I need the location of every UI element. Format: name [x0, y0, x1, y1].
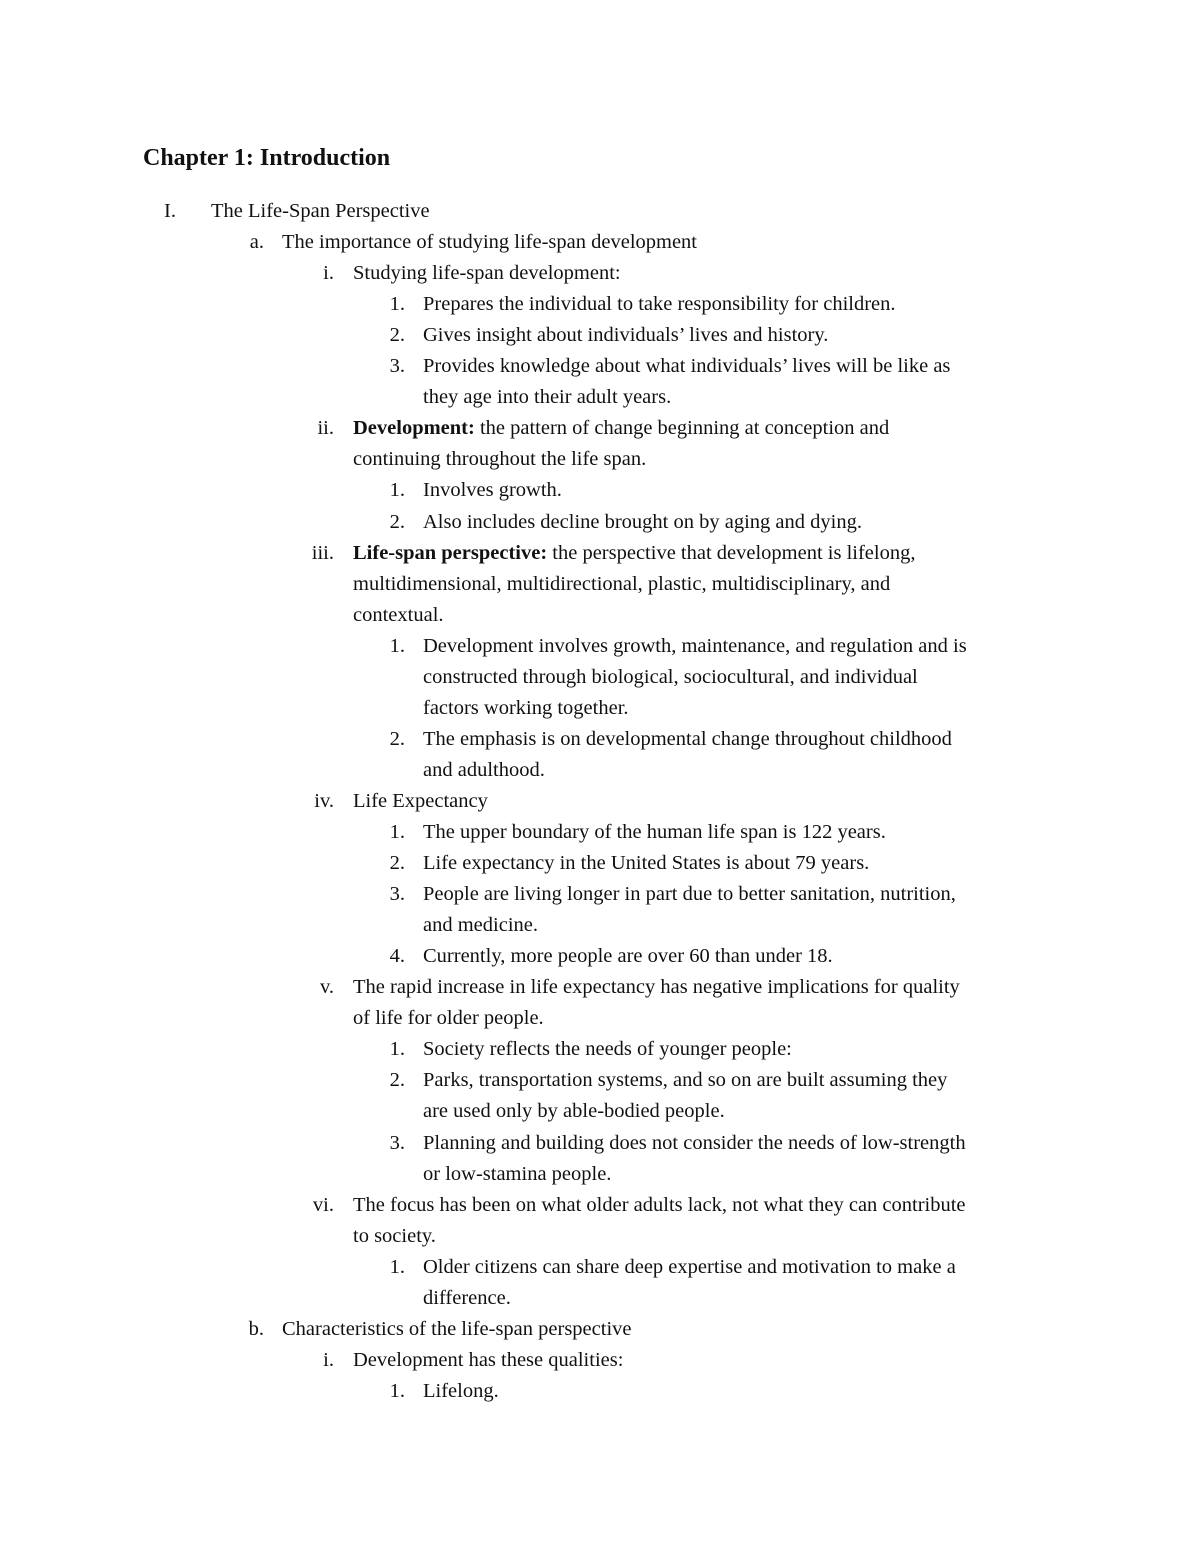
defined-term: Life-span perspective: — [353, 541, 548, 564]
list-marker: 1. — [389, 479, 405, 502]
list-item-text: Also includes decline brought on by aging and dying. — [423, 510, 862, 533]
list-marker: 1. — [389, 1255, 405, 1278]
list-marker: a. — [249, 231, 264, 254]
definition-text: the pattern of change beginning at conception and — [474, 417, 890, 440]
list-item-text: continuing throughout the life span. — [353, 448, 647, 471]
defined-term: Development: — [353, 417, 475, 440]
chapter-title: Chapter 1: Introduction — [143, 145, 391, 171]
list-marker: 2. — [389, 510, 405, 533]
list-marker: iv. — [314, 789, 334, 812]
list-item-text: difference. — [423, 1286, 511, 1309]
list-item-text: Lifelong. — [423, 1379, 499, 1402]
list-item-text: Life Expectancy — [353, 789, 488, 812]
list-item-text: Studying life-span development: — [353, 262, 621, 285]
list-item-text: of life for older people. — [353, 1007, 544, 1030]
list-item-text: Older citizens can share deep expertise and motivation to make a — [423, 1255, 956, 1278]
list-item-text: Life expectancy in the United States is about 79 years. — [423, 852, 870, 875]
list-item-text: constructed through biological, sociocultural, and individual — [423, 665, 918, 688]
list-item-text: factors working together. — [423, 696, 629, 719]
list-marker: 3. — [389, 355, 405, 378]
list-marker: 3. — [389, 883, 405, 906]
list-item-text: and adulthood. — [423, 758, 545, 781]
list-item-text: The emphasis is on developmental change throughout childhood — [423, 727, 952, 750]
list-marker: I. — [164, 200, 176, 222]
list-marker: ii. — [317, 417, 334, 440]
list-item-text: The importance of studying life-span development — [282, 231, 698, 254]
list-item-text: Involves growth. — [423, 479, 562, 502]
list-marker: 1. — [389, 293, 405, 316]
list-marker: v. — [319, 976, 334, 999]
list-item-text: The Life-Span Perspective — [211, 200, 430, 222]
list-item-text: Society reflects the needs of younger people: — [423, 1038, 792, 1061]
list-marker: 2. — [389, 1069, 405, 1092]
list-marker: 2. — [389, 727, 405, 750]
list-marker: 1. — [389, 634, 405, 657]
list-item-text: The rapid increase in life expectancy has negative implications for quality — [353, 976, 960, 999]
list-item-text: Characteristics of the life-span perspective — [282, 1317, 632, 1340]
list-marker: 3. — [389, 1131, 405, 1154]
list-item-text: to society. — [353, 1224, 436, 1247]
list-item-text: Gives insight about individuals’ lives and history. — [423, 324, 829, 347]
list-item-text: Provides knowledge about what individuals’ lives will be like as — [423, 355, 951, 378]
list-item-text: Currently, more people are over 60 than under 18. — [423, 945, 833, 968]
list-marker: vi. — [312, 1193, 334, 1216]
list-item-text: multidimensional, multidirectional, plastic, multidisciplinary, and — [353, 572, 891, 595]
list-item-text — [353, 538, 915, 569]
list-marker: i. — [323, 1348, 334, 1371]
list-item-text: Prepares the individual to take responsibility for children. — [423, 293, 896, 316]
list-item-text: Parks, transportation systems, and so on are built assuming they — [423, 1069, 948, 1092]
list-marker: 1. — [389, 1379, 405, 1402]
definition-text: the perspective that development is lifelong, — [547, 541, 916, 564]
list-marker: b. — [248, 1317, 264, 1340]
list-item-text: and medicine. — [423, 914, 538, 937]
list-item-text: contextual. — [353, 603, 444, 626]
list-item-text: Planning and building does not consider the needs of low-strength — [423, 1131, 966, 1154]
list-marker: 4. — [389, 945, 405, 968]
list-marker: 2. — [389, 852, 405, 875]
list-item-text: People are living longer in part due to better sanitation, nutrition, — [423, 883, 956, 906]
list-item-text — [353, 413, 889, 444]
list-marker: 1. — [389, 1038, 405, 1061]
list-marker: 1. — [389, 821, 405, 843]
list-item-text: are used only by able-bodied people. — [423, 1100, 725, 1123]
list-item-text: or low-stamina people. — [423, 1162, 612, 1185]
list-item-text: The focus has been on what older adults lack, not what they can contribute — [353, 1193, 966, 1216]
list-item-text: Development involves growth, maintenance, and regulation and is — [423, 634, 967, 657]
list-item-text: they age into their adult years. — [423, 386, 672, 409]
list-marker: iii. — [311, 541, 334, 564]
list-marker: i. — [323, 262, 334, 285]
list-item-text: The upper boundary of the human life span is 122 years. — [423, 821, 886, 843]
list-marker: 2. — [389, 324, 405, 347]
list-item-text: Development has these qualities: — [353, 1348, 624, 1371]
